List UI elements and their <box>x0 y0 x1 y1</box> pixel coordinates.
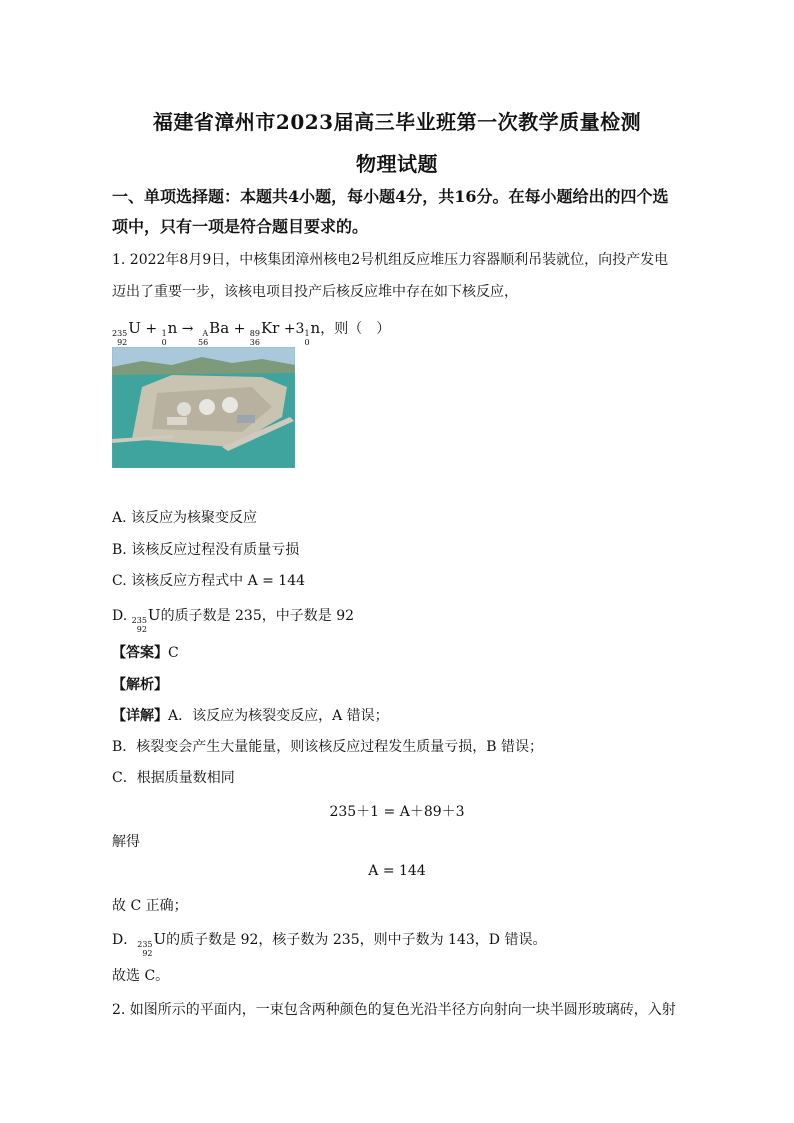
plus-sign: + <box>145 321 158 337</box>
q1-detail-b: B．核裂变会产生大量能量，则该核反应过程发生质量亏损，B 错误； <box>112 739 544 755</box>
q1-detail-d: D． 235 92 U的质子数是 92，核子数为 235，则中子数为 143，D 错误。 <box>112 930 547 958</box>
q1-stem-line1: 1. 2022年8月9日，中核集团漳州核电2号机组反应堆压力容器顺利吊装就位，向投产发电 <box>112 252 669 268</box>
q1-detail-a: 【详解】A．该反应为核裂变反应，A 错误； <box>112 708 389 724</box>
answer-value: C <box>168 645 179 661</box>
nuclide-u235-detail: 235 92 U <box>137 930 167 958</box>
plus-three: +3 <box>283 321 305 337</box>
q1-conclusion: 故选 C。 <box>112 968 170 984</box>
q1-option-d: D. 235 92 U的质子数是 235，中子数是 92 <box>112 606 355 634</box>
q1-option-c: C. 该核反应方程式中 A = 144 <box>112 573 306 589</box>
nuclide-ba: A 56 Ba <box>197 319 230 347</box>
section-heading <box>112 182 692 242</box>
q1-equation <box>112 318 390 347</box>
detail-label: 【详解】 <box>112 708 168 724</box>
q1-option-a: A. 该反应为核聚变反应 <box>112 510 258 526</box>
section-heading-line1: 一、单项选择题：本题共4小题，每小题4分，共16分。在每小题给出的四个选 <box>112 187 669 206</box>
q1-c-correct: 故 C 正确； <box>112 898 188 914</box>
q1-solve-label: 解得 <box>112 834 140 850</box>
nuclide-u235-d: 235 92 U <box>131 606 161 634</box>
q1-analysis-label: 【解析】 <box>112 677 168 693</box>
nuclide-neutron-2: 1 0 n <box>304 319 321 347</box>
nuclide-neutron: 1 0 n <box>161 319 178 347</box>
q1-detail-c: C．根据质量数相同 <box>112 770 235 786</box>
nuclide-u235: 235 92 U <box>112 319 141 347</box>
q2-stem-line1: 2. 如图所示的平面内，一束包含两种颜色的复色光沿半径方向射向一块半圆形玻璃砖，入射 <box>112 1002 676 1018</box>
nuclear-plant-photo <box>112 347 295 468</box>
q1-equation-1: 235＋1 = A＋89＋3 <box>329 804 465 820</box>
q1-option-b: B. 该核反应过程没有质量亏损 <box>112 542 300 558</box>
answer-label: 【答案】 <box>112 645 168 661</box>
nuclear-plant-illustration <box>112 347 295 468</box>
q1-stem-line2: 迈出了重要一步，该核电项目投产后核反应堆中存在如下核反应， <box>112 284 518 300</box>
section-heading-line2: 项中，只有一项是符合题目要求的。 <box>112 217 369 236</box>
q1-answer <box>112 643 179 663</box>
doc-title: 福建省漳州市2023届高三毕业班第一次教学质量检测 <box>152 110 642 134</box>
equation-tail: ，则（ ） <box>320 321 391 337</box>
nuclide-kr: 89 36 Kr <box>249 319 280 347</box>
arrow-icon: → <box>181 321 194 337</box>
q1-equation-2: A = 144 <box>368 863 426 879</box>
plus-sign: + <box>233 321 246 337</box>
doc-subtitle: 物理试题 <box>356 152 438 176</box>
